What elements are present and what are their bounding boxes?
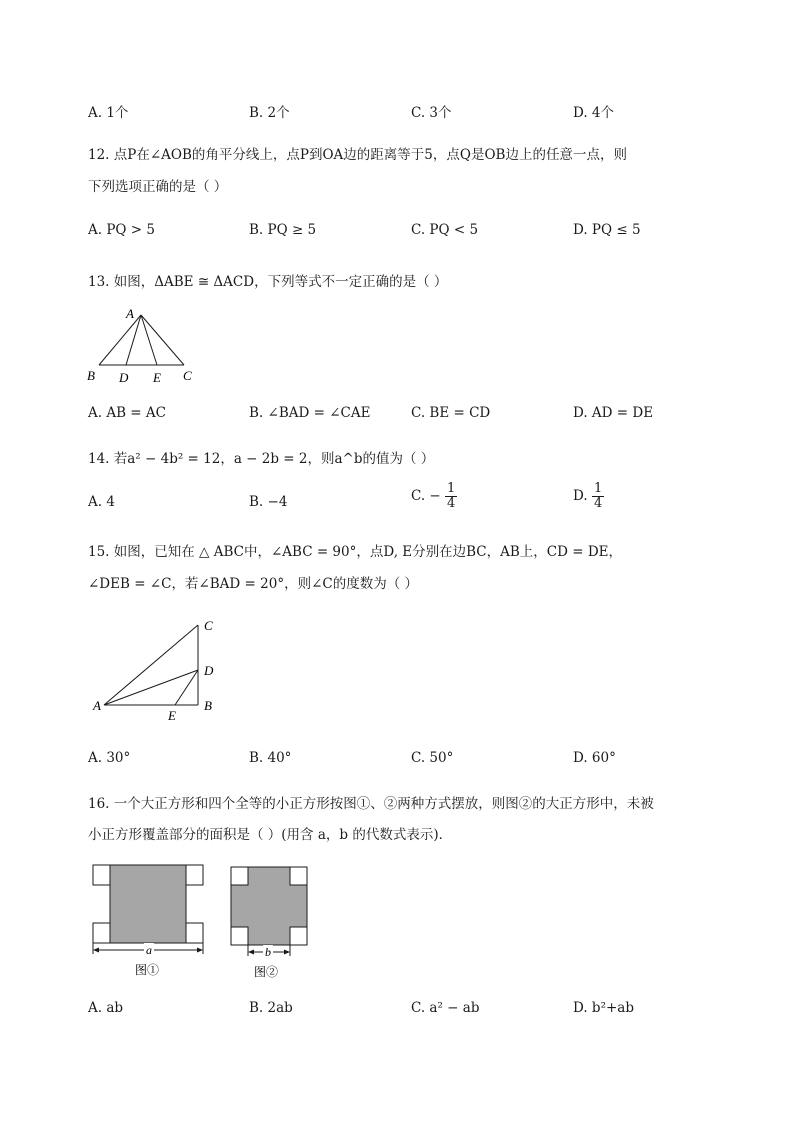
q14-option-c [411, 482, 457, 510]
q12-option-c: C. PQ < 5 [411, 222, 479, 238]
q16-option-c: C. a² − ab [411, 1000, 480, 1016]
q15-option-c: C. 50° [411, 750, 454, 766]
q16-option-b: B. 2ab [249, 1000, 293, 1016]
q13-label-e: E [153, 370, 161, 385]
q15-stem-line1: 15. 如图，已知在 △ ABC中，∠ABC = 90°，点D, E分别在边BC，AB上，CD = DE， [88, 544, 623, 560]
q13-label-c: C [183, 368, 192, 383]
q13-option-c: C. BE = CD [411, 405, 491, 421]
q13-label-a: A [126, 306, 134, 321]
q14-option-c-fraction [445, 482, 457, 510]
q16-fig1-caption: 图① [135, 963, 160, 977]
q13-option-d: D. AD = DE [573, 405, 654, 421]
q14-option-b: B. −4 [249, 494, 288, 510]
q14-d-numerator: 1 [593, 481, 603, 496]
q15-label-b: B [204, 698, 212, 713]
q11-option-b: B. 2个 [249, 105, 290, 121]
q15-stem-line2: ∠DEB = ∠C，若∠BAD = 20°，则∠C的度数为（ ） [88, 576, 419, 592]
q16-option-d: D. b²+ab [573, 1000, 634, 1016]
q13-triangle-figure [84, 302, 204, 386]
q14-option-d-label: D. [573, 488, 588, 505]
q13-option-b: B. ∠BAD = ∠CAE [249, 405, 371, 421]
q11-option-a: A. 1个 [88, 105, 129, 121]
q13-label-d: D [119, 370, 129, 385]
q15-label-c: C [204, 618, 213, 633]
q15-option-a: A. 30° [88, 750, 131, 766]
q14-option-a: A. 4 [88, 494, 115, 510]
q14-c-numerator: 1 [447, 481, 456, 496]
q16-fig1-dimension-a: a [146, 943, 152, 957]
q14-option-d-fraction [592, 482, 604, 510]
q16-stem-line2: 小正方形覆盖部分的面积是（ ）(用含 a，b 的代数式表示)． [88, 827, 453, 843]
q13-stem: 13. 如图，ΔABE ≅ ΔACD，下列等式不一定正确的是（ ） [88, 274, 448, 290]
q14-stem: 14. 若a² − 4b² = 12，a − 2b = 2，则a^b的值为（ ） [88, 451, 435, 467]
q14-c-denominator: 4 [447, 495, 456, 511]
q15-label-e: E [168, 708, 176, 723]
q15-triangle-figure [88, 612, 228, 724]
q15-label-d: D [204, 663, 214, 678]
q13-label-b: B [87, 368, 95, 383]
q11-option-c: C. 3个 [411, 105, 452, 121]
q16-stem-line1: 16. 一个大正方形和四个全等的小正方形按图①、②两种方式摆放，则图②的大正方形中，未被 [88, 796, 654, 812]
q16-squares-figure [90, 862, 320, 984]
q12-option-d: D. PQ ≤ 5 [573, 222, 641, 238]
q16-figure-1 [93, 865, 203, 977]
q12-option-b: B. PQ ≥ 5 [249, 222, 317, 238]
q16-option-a: A. ab [88, 1000, 124, 1016]
q12-option-a: A. PQ > 5 [88, 222, 155, 238]
q15-option-b: B. 40° [249, 750, 292, 766]
q12-stem-line2: 下列选项正确的是（ ） [88, 179, 228, 195]
q15-option-d: D. 60° [573, 750, 616, 766]
q14-d-denominator: 4 [593, 495, 603, 511]
q14-option-c-label: C. − [411, 488, 441, 505]
q15-label-a: A [93, 698, 101, 713]
q16-fig2-dimension-b: b [265, 945, 271, 959]
q16-figure-2 [231, 867, 307, 979]
q13-option-a: A. AB = AC [88, 405, 166, 421]
q11-option-d: D. 4个 [573, 105, 615, 121]
q16-fig2-caption: 图② [254, 965, 279, 979]
q12-stem-line1: 12. 点P在∠AOB的角平分线上，点P到OA边的距离等于5，点Q是OB边上的任意一点，则 [88, 147, 627, 163]
q14-option-d [573, 482, 604, 510]
